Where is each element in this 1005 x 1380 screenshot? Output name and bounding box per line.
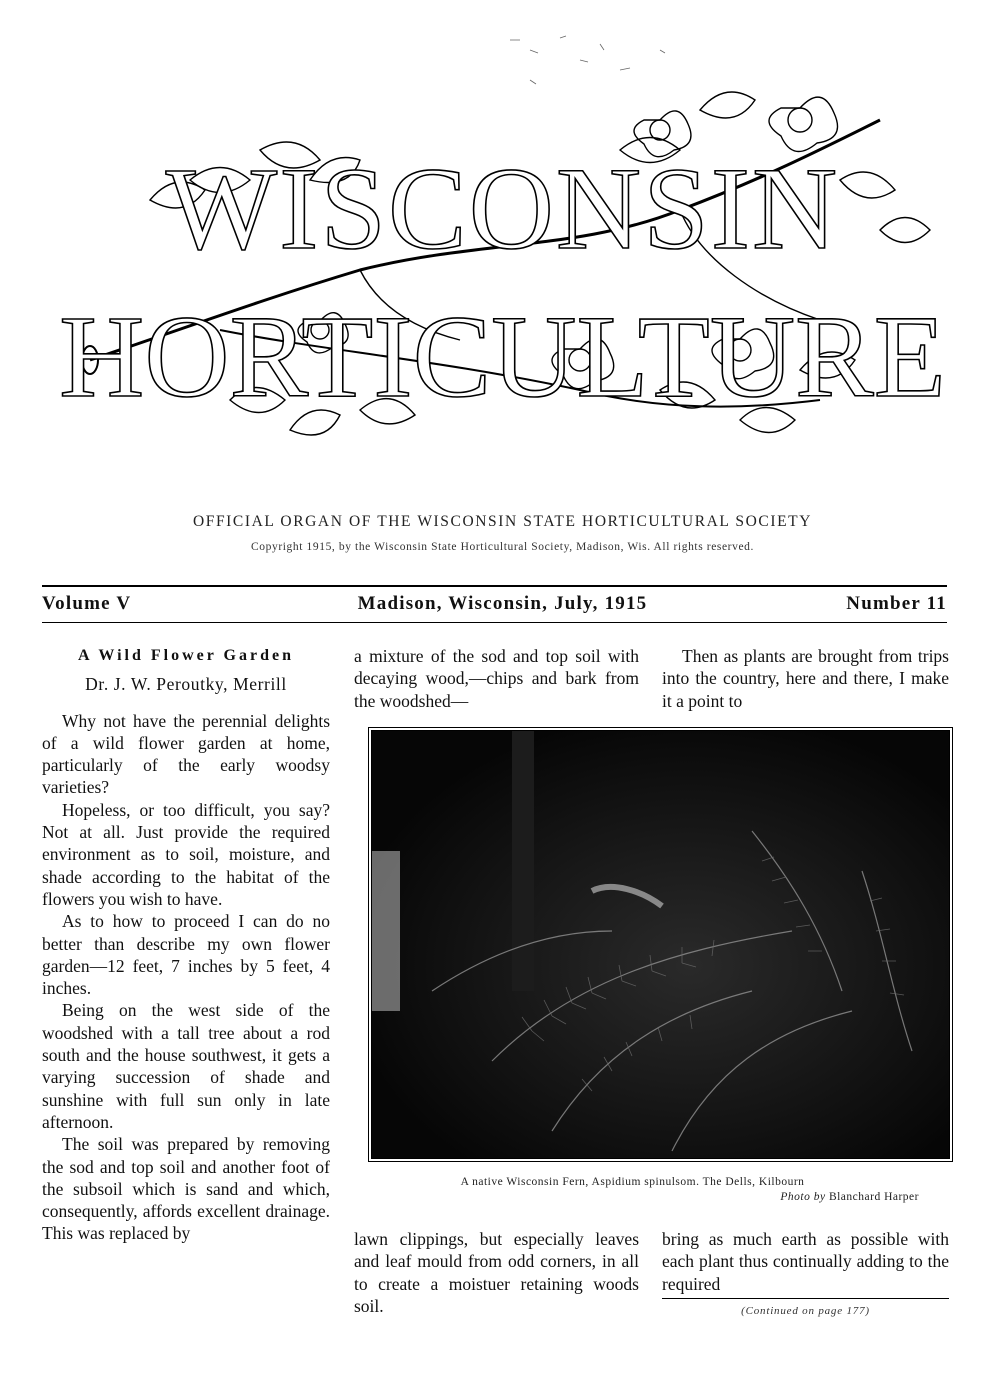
continued-note: (Continued on page 177) — [741, 1305, 870, 1317]
photo-caption: A native Wisconsin Fern, Aspidium spinulsom. The Dells, Kilbourn — [460, 1176, 805, 1188]
copyright-line: Copyright 1915, by the Wisconsin State Horticultural Society, Madison, Wis. All rights reserved. — [251, 541, 754, 553]
photo-credit-name: Blanchard Harper — [828, 1191, 919, 1203]
continued-rule — [662, 1298, 949, 1299]
official-organ-line: OFFICIAL ORGAN OF THE WISCONSIN STATE HORTICULTURAL SOCIETY — [192, 513, 813, 530]
masthead-title-horticulture: HORTICULTURE — [59, 291, 946, 422]
article-title: A Wild Flower Garden — [77, 647, 294, 664]
paragraph: As to how to proceed I can do no better than describe my own flower garden—12 feet, 7 inches by 5 feet, 4 inches. — [42, 911, 330, 999]
rule-top — [42, 585, 947, 587]
paragraph: Why not have the perennial delights of a wild flower garden at home, particularly of the early woodsy varieties? — [42, 710, 330, 798]
volume-label: Volume V — [42, 593, 132, 614]
photo-credit — [780, 1191, 919, 1203]
issue-number: Number 11 — [846, 593, 947, 614]
paragraph: The soil was prepared by removing the sod and top soil and another foot of the subsoil which is sand and which, consequently, affords excellent drainage. This was replaced by — [42, 1134, 330, 1244]
rule-bottom — [42, 622, 947, 623]
article-column-2-bottom — [354, 1228, 639, 1317]
paragraph: lawn clippings, but especially leaves and leaf mould from odd corners, in all to create a moistuer retaining woods soil. — [354, 1229, 639, 1316]
paragraph: Being on the west side of the woodshed with a tall tree about a rod south and the house southwest, it gets a varying succession of shade and sunshine with full sun only in late afternoon. — [42, 1000, 330, 1132]
paragraph: Then as plants are brought from trips into the country, here and there, I make it a point to — [662, 646, 949, 711]
paragraph: bring as much earth as possible with each plant thus continually adding to the required — [662, 1229, 949, 1294]
library-stamp — [510, 36, 665, 84]
paragraph: Hopeless, or too difficult, you say? Not at all. Just provide the required environment as to soil, moisture, and shade according to the habitat of the flowers you wish to have. — [42, 799, 330, 909]
paragraph: a mixture of the sod and top soil with decaying wood,—chips and bark from the woodshed— — [354, 646, 639, 711]
article-column-3-bottom — [662, 1228, 949, 1295]
article-column-3-top — [662, 645, 949, 712]
dateline: Madison, Wisconsin, July, 1915 — [357, 593, 648, 614]
masthead-title-wisconsin: WISCONSIN — [165, 143, 840, 274]
photo-credit-prefix: Photo by — [780, 1191, 826, 1203]
article-column-1 — [42, 645, 330, 1245]
article-column-2-top — [354, 645, 639, 712]
article-author: Dr. J. W. Peroutky, Merrill — [85, 674, 287, 695]
fern-photograph — [371, 730, 950, 1159]
